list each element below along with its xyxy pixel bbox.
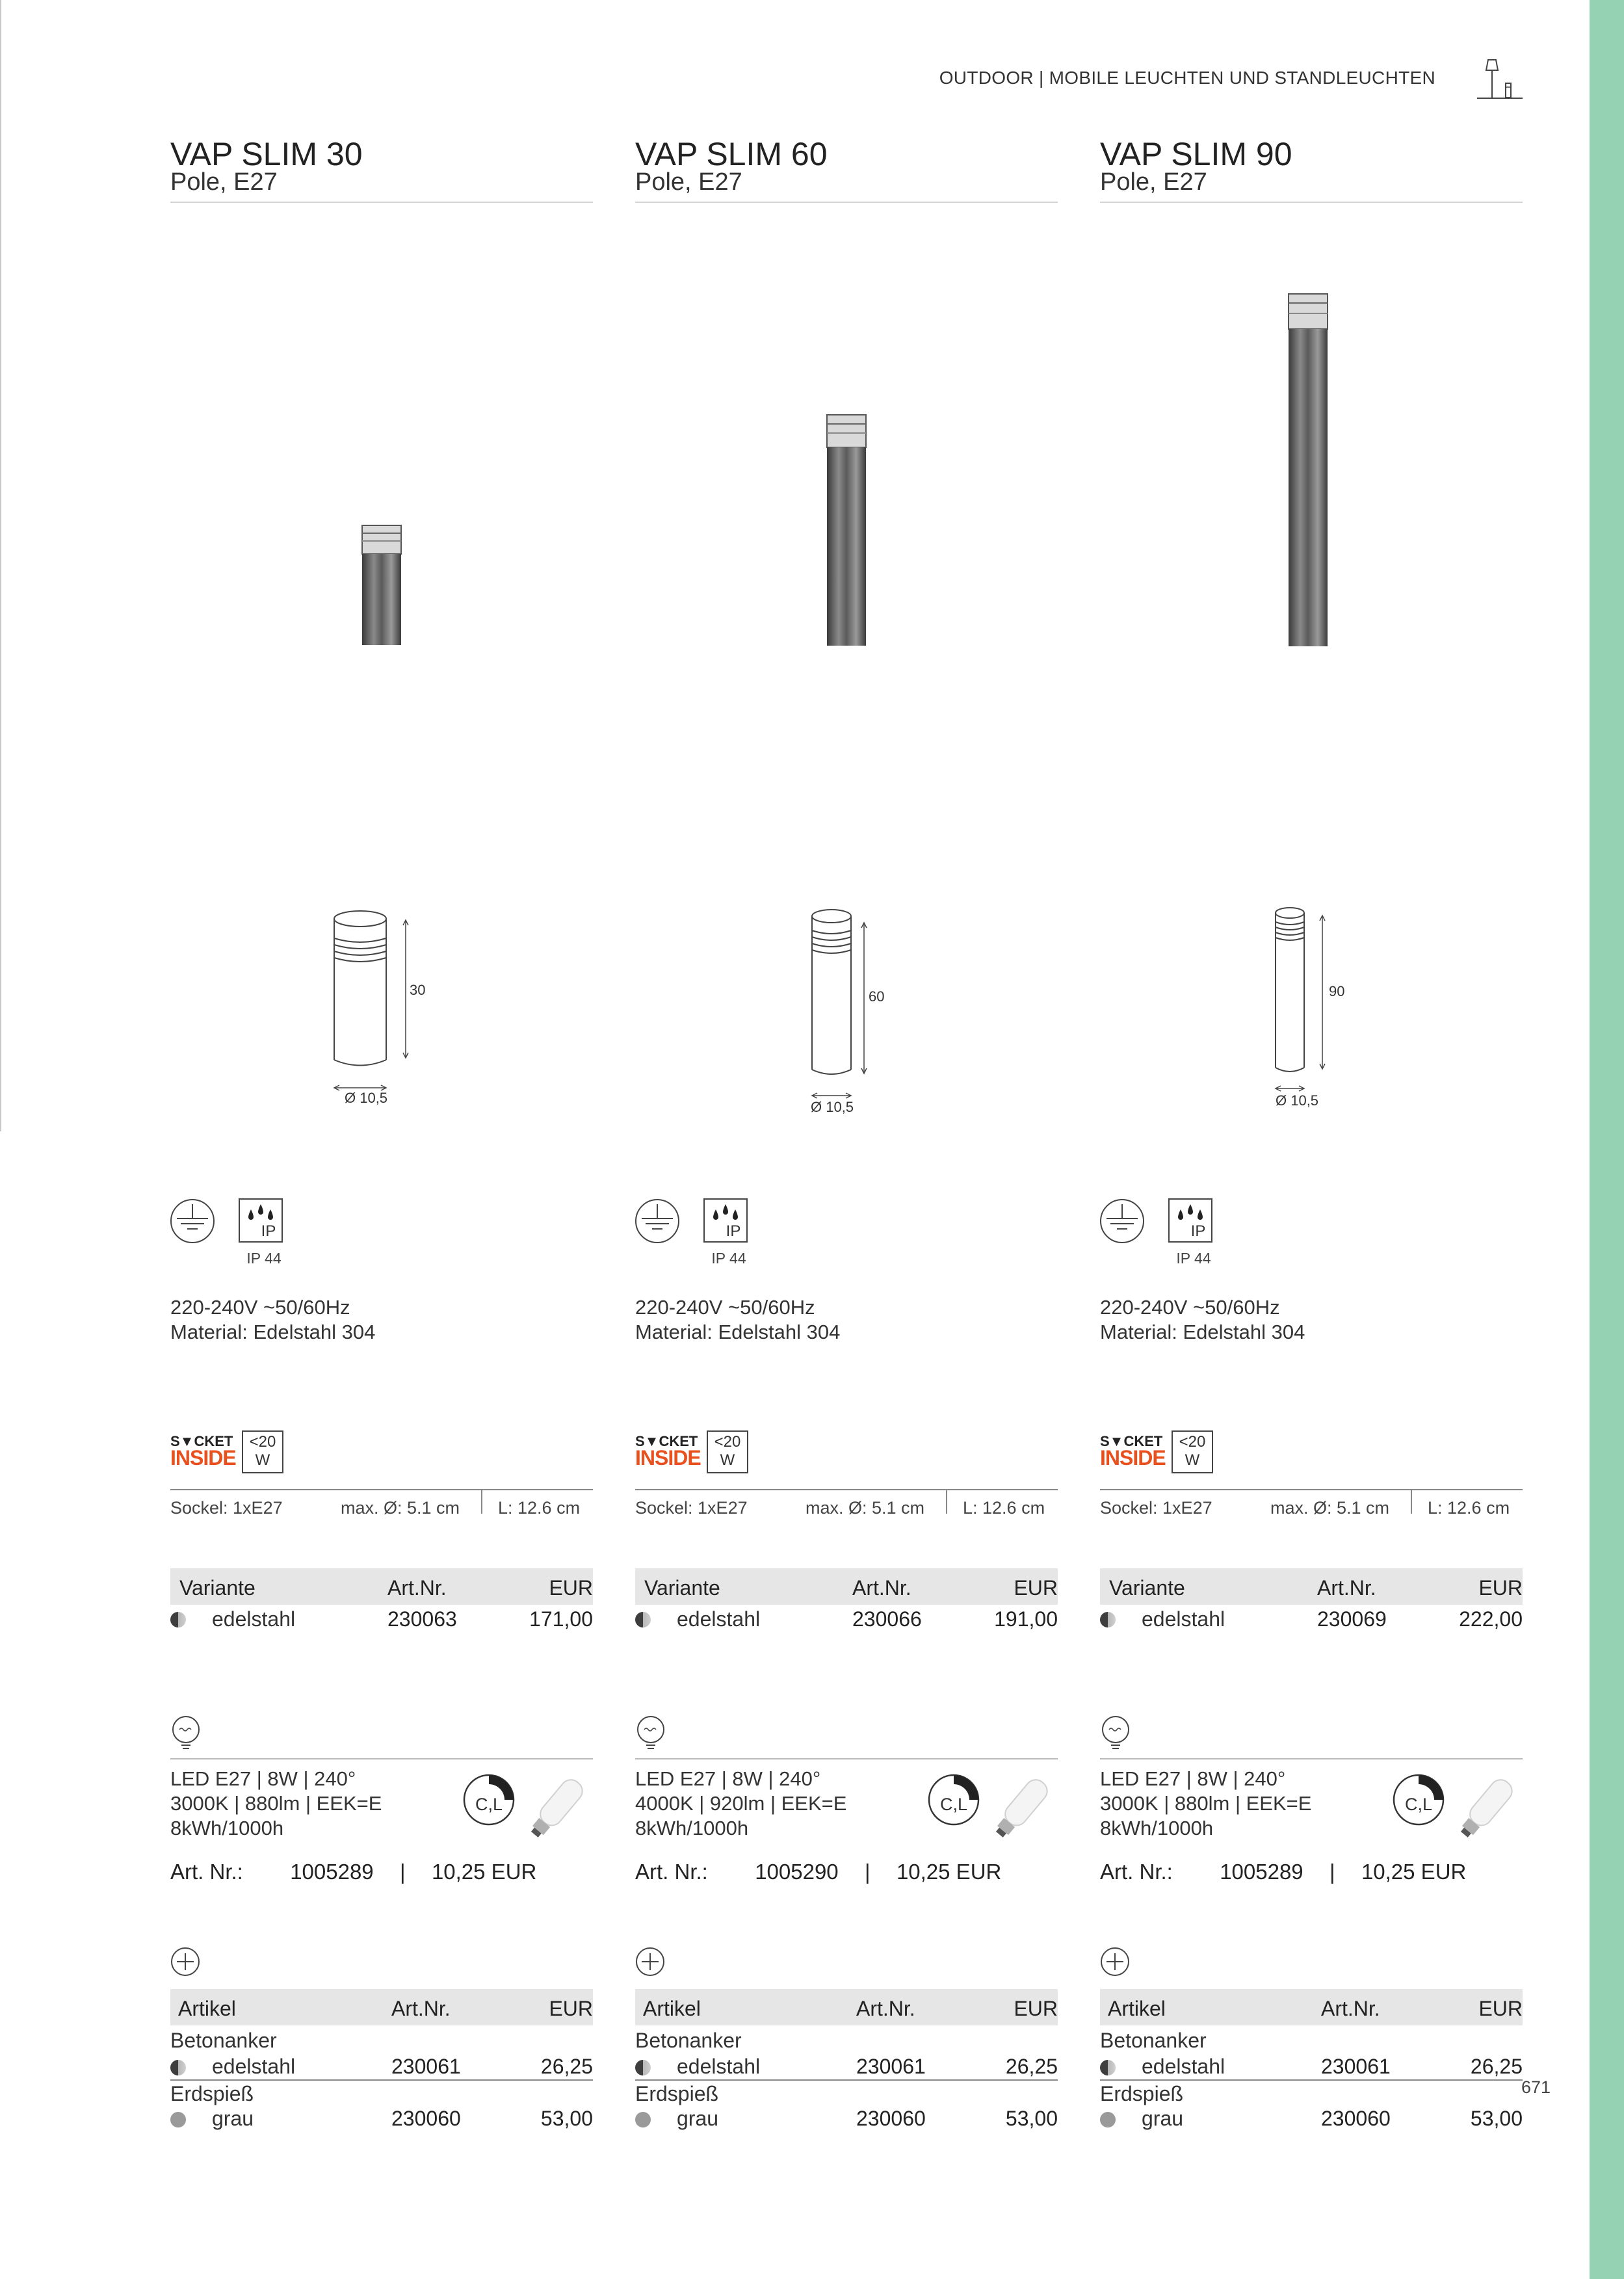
section-header: OUTDOOR | MOBILE LEUCHTEN UND STANDLEUCHTEN	[939, 68, 1435, 88]
accessory-artnr: 230060	[1321, 2107, 1391, 2130]
socket-inside-word: INSIDE	[170, 1446, 236, 1469]
accessory-artnr: 230060	[856, 2107, 926, 2130]
chapter-color-bar	[1590, 0, 1624, 2279]
socket-separator	[946, 1489, 947, 1514]
col-artnr: Art.Nr.	[1321, 1997, 1380, 2020]
accessory-plus-icon	[635, 1947, 665, 1977]
variant-name: edelstahl	[1142, 1607, 1225, 1631]
material-spec: Material: Edelstahl 304	[635, 1321, 841, 1343]
lamp-artnr-label: Art. Nr.:	[170, 1860, 243, 1884]
variant-price: 222,00	[1459, 1607, 1523, 1631]
color-swatch-steel	[635, 2060, 651, 2075]
led-bulb-photo	[521, 1769, 593, 1847]
col-artikel: Artikel	[178, 1997, 236, 2020]
accessory-plus-icon	[1100, 1947, 1130, 1977]
height-dimension: 30	[410, 982, 426, 998]
socket-inside-word: INSIDE	[635, 1446, 701, 1469]
lamp-spec-2: 3000K | 880lm | EEK=E	[1100, 1792, 1312, 1815]
accessory-group: Erdspieß	[170, 2082, 254, 2105]
product-column-1	[170, 0, 593, 2279]
socket-watt-top: <20	[1179, 1433, 1206, 1451]
accessory-group: Betonanker	[635, 2029, 742, 2052]
accessory-group: Betonanker	[170, 2029, 277, 2052]
accessory-artnr: 230061	[856, 2055, 926, 2078]
color-swatch-steel	[1100, 1612, 1116, 1627]
max-diameter-spec: max. Ø: 5.1 cm	[805, 1498, 925, 1518]
lamp-spec-2: 4000K | 920lm | EEK=E	[635, 1792, 847, 1815]
cl-label: C,L	[475, 1795, 503, 1814]
accessory-price: 53,00	[540, 2107, 593, 2130]
col-eur: EUR	[1478, 1997, 1523, 2020]
socket-watt-top: <20	[714, 1433, 741, 1451]
lamp-order-line	[170, 1860, 536, 1884]
variant-price: 191,00	[994, 1607, 1058, 1631]
col-artnr: Art.Nr.	[391, 1997, 451, 2020]
length-spec: L: 12.6 cm	[1428, 1498, 1510, 1518]
variant-name: edelstahl	[677, 1607, 761, 1631]
socket-word: S▼CKET	[635, 1433, 698, 1449]
length-spec: L: 12.6 cm	[498, 1498, 581, 1518]
length-spec: L: 12.6 cm	[963, 1498, 1045, 1518]
diameter-dimension: Ø 10,5	[345, 1090, 388, 1106]
cl-label: C,L	[939, 1795, 968, 1814]
lamp-divider	[1100, 1758, 1523, 1759]
color-swatch-grey	[635, 2112, 651, 2128]
variant-artnr: 230063	[387, 1607, 457, 1631]
variant-table-header	[170, 1568, 593, 1605]
product-photo	[1285, 286, 1331, 650]
color-swatch-grey	[170, 2112, 186, 2128]
socket-divider	[1100, 1489, 1523, 1490]
ip-box-label: IP	[261, 1222, 276, 1240]
sockel-spec: Sockel: 1xE27	[170, 1498, 283, 1518]
material-spec: Material: Edelstahl 304	[170, 1321, 376, 1343]
title-divider	[635, 202, 1058, 203]
lamp-spec-2: 3000K | 880lm | EEK=E	[170, 1792, 382, 1815]
accessory-row-divider	[1100, 2079, 1523, 2081]
col-artnr: Art.Nr.	[1317, 1576, 1376, 1600]
lamp-artnr: 1005290	[755, 1860, 839, 1884]
ip-rating: IP 44	[1176, 1250, 1211, 1267]
variant-table-header	[635, 1568, 1058, 1605]
socket-separator	[1411, 1489, 1412, 1514]
color-swatch-steel	[170, 1612, 186, 1627]
lamp-spec-1: LED E27 | 8W | 240°	[1100, 1767, 1286, 1790]
material-spec: Material: Edelstahl 304	[1100, 1321, 1305, 1343]
diameter-dimension: Ø 10,5	[1276, 1092, 1319, 1109]
product-photo	[359, 520, 404, 650]
ip-rating: IP 44	[246, 1250, 282, 1267]
accessory-group: Erdspieß	[635, 2082, 719, 2105]
lamp-order-line	[635, 1860, 1001, 1884]
col-eur: EUR	[549, 1576, 593, 1600]
product-photo	[824, 410, 869, 650]
lamp-spec-3: 8kWh/1000h	[635, 1817, 749, 1839]
accessory-table-header	[635, 1989, 1058, 2025]
socket-divider	[635, 1489, 1058, 1490]
ip-box-label: IP	[1190, 1222, 1206, 1240]
bulb-icon	[635, 1715, 666, 1752]
lamp-order-line	[1100, 1860, 1466, 1884]
bulb-icon	[1100, 1715, 1131, 1752]
accessory-name: grau	[677, 2107, 719, 2130]
accessory-price: 53,00	[1005, 2107, 1058, 2130]
socket-watt-unit: W	[1185, 1451, 1200, 1469]
lamp-price: 10,25 EUR	[896, 1860, 1002, 1884]
dimension-drawing	[811, 907, 908, 1115]
cl-label: C,L	[1404, 1795, 1433, 1814]
socket-watt-unit: W	[255, 1451, 270, 1469]
accessory-name: grau	[1142, 2107, 1184, 2130]
accessory-name: edelstahl	[212, 2055, 296, 2078]
accessory-name: edelstahl	[1142, 2055, 1225, 2078]
socket-inside-badge	[635, 1430, 765, 1476]
height-dimension: 60	[869, 988, 885, 1005]
lamp-separator: |	[865, 1860, 871, 1884]
accessory-table-header	[170, 1989, 593, 2025]
col-eur: EUR	[1478, 1576, 1523, 1600]
color-swatch-steel	[1100, 2060, 1116, 2075]
socket-inside-badge	[1100, 1430, 1230, 1476]
accessory-plus-icon	[170, 1947, 200, 1977]
product-column-2	[635, 0, 1058, 2279]
col-artnr: Art.Nr.	[852, 1576, 911, 1600]
socket-inside-word: INSIDE	[1100, 1446, 1166, 1469]
col-artikel: Artikel	[643, 1997, 701, 2020]
col-variante: Variante	[179, 1576, 255, 1600]
lamp-spec-3: 8kWh/1000h	[170, 1817, 284, 1839]
socket-watt-unit: W	[720, 1451, 735, 1469]
voltage-spec: 220-240V ~50/60Hz	[635, 1296, 815, 1319]
lamp-price: 10,25 EUR	[431, 1860, 537, 1884]
product-subtitle: Pole, E27	[635, 168, 742, 196]
variant-artnr: 230069	[1317, 1607, 1387, 1631]
sockel-spec: Sockel: 1xE27	[635, 1498, 748, 1518]
lamp-separator: |	[1329, 1860, 1335, 1884]
socket-watt-top: <20	[249, 1433, 276, 1451]
accessory-name: grau	[212, 2107, 254, 2130]
product-subtitle: Pole, E27	[170, 168, 278, 196]
led-bulb-photo	[1451, 1769, 1523, 1847]
accessory-price: 53,00	[1470, 2107, 1523, 2130]
product-subtitle: Pole, E27	[1100, 168, 1207, 196]
voltage-spec: 220-240V ~50/60Hz	[1100, 1296, 1280, 1319]
dimension-drawing	[1274, 905, 1372, 1107]
accessory-artnr: 230060	[391, 2107, 461, 2130]
product-title: VAP SLIM 90	[1100, 136, 1292, 172]
height-dimension: 90	[1329, 983, 1345, 999]
lamp-spec-1: LED E27 | 8W | 240°	[170, 1767, 356, 1790]
color-swatch-grey	[1100, 2112, 1116, 2128]
socket-word: S▼CKET	[1100, 1433, 1163, 1449]
lamp-artnr-label: Art. Nr.:	[635, 1860, 708, 1884]
variant-price: 171,00	[529, 1607, 593, 1631]
accessory-row-divider	[635, 2079, 1058, 2081]
title-divider	[170, 202, 593, 203]
col-variante: Variante	[1109, 1576, 1185, 1600]
col-eur: EUR	[549, 1997, 593, 2020]
accessory-group: Betonanker	[1100, 2029, 1207, 2052]
title-divider	[1100, 202, 1523, 203]
accessory-group: Erdspieß	[1100, 2082, 1184, 2105]
lamp-artnr: 1005289	[290, 1860, 374, 1884]
earth-class-icon	[636, 1200, 679, 1243]
lamp-separator: |	[400, 1860, 406, 1884]
color-swatch-steel	[635, 1612, 651, 1627]
accessory-row-divider	[170, 2079, 593, 2081]
accessory-artnr: 230061	[391, 2055, 461, 2078]
ip-box-label: IP	[726, 1222, 741, 1240]
max-diameter-spec: max. Ø: 5.1 cm	[341, 1498, 460, 1518]
socket-divider	[170, 1489, 593, 1490]
product-title: VAP SLIM 60	[635, 136, 828, 172]
variant-artnr: 230066	[852, 1607, 922, 1631]
lamp-artnr-label: Art. Nr.:	[1100, 1860, 1173, 1884]
lamp-divider	[170, 1758, 593, 1759]
product-column-3	[1100, 0, 1523, 2279]
lamp-price: 10,25 EUR	[1361, 1860, 1467, 1884]
dimension-drawing	[333, 907, 430, 1109]
accessory-table-header	[1100, 1989, 1523, 2025]
accessory-artnr: 230061	[1321, 2055, 1391, 2078]
voltage-spec: 220-240V ~50/60Hz	[170, 1296, 350, 1319]
lamp-spec-1: LED E27 | 8W | 240°	[635, 1767, 821, 1790]
variant-table-header	[1100, 1568, 1523, 1605]
product-title: VAP SLIM 30	[170, 136, 363, 172]
bulb-icon	[170, 1715, 202, 1752]
socket-separator	[481, 1489, 482, 1514]
diameter-dimension: Ø 10,5	[811, 1099, 854, 1115]
variant-name: edelstahl	[212, 1607, 296, 1631]
col-artikel: Artikel	[1108, 1997, 1166, 2020]
col-variante: Variante	[644, 1576, 720, 1600]
accessory-price: 26,25	[1470, 2055, 1523, 2078]
socket-inside-badge	[170, 1430, 300, 1476]
socket-word: S▼CKET	[170, 1433, 233, 1449]
sockel-spec: Sockel: 1xE27	[1100, 1498, 1212, 1518]
color-swatch-steel	[170, 2060, 186, 2075]
max-diameter-spec: max. Ø: 5.1 cm	[1270, 1498, 1390, 1518]
accessory-price: 26,25	[540, 2055, 593, 2078]
led-bulb-photo	[986, 1769, 1058, 1847]
lamp-spec-3: 8kWh/1000h	[1100, 1817, 1214, 1839]
col-artnr: Art.Nr.	[387, 1576, 447, 1600]
ip-rating: IP 44	[711, 1250, 746, 1267]
col-eur: EUR	[1014, 1997, 1058, 2020]
accessory-price: 26,25	[1005, 2055, 1058, 2078]
col-eur: EUR	[1014, 1576, 1058, 1600]
earth-class-icon	[171, 1200, 214, 1243]
lamp-divider	[635, 1758, 1058, 1759]
col-artnr: Art.Nr.	[856, 1997, 915, 2020]
accessory-name: edelstahl	[677, 2055, 761, 2078]
lamp-artnr: 1005289	[1220, 1860, 1303, 1884]
page-number: 671	[1521, 2077, 1551, 2097]
page-edge-rule	[0, 0, 1, 1131]
earth-class-icon	[1101, 1200, 1144, 1243]
